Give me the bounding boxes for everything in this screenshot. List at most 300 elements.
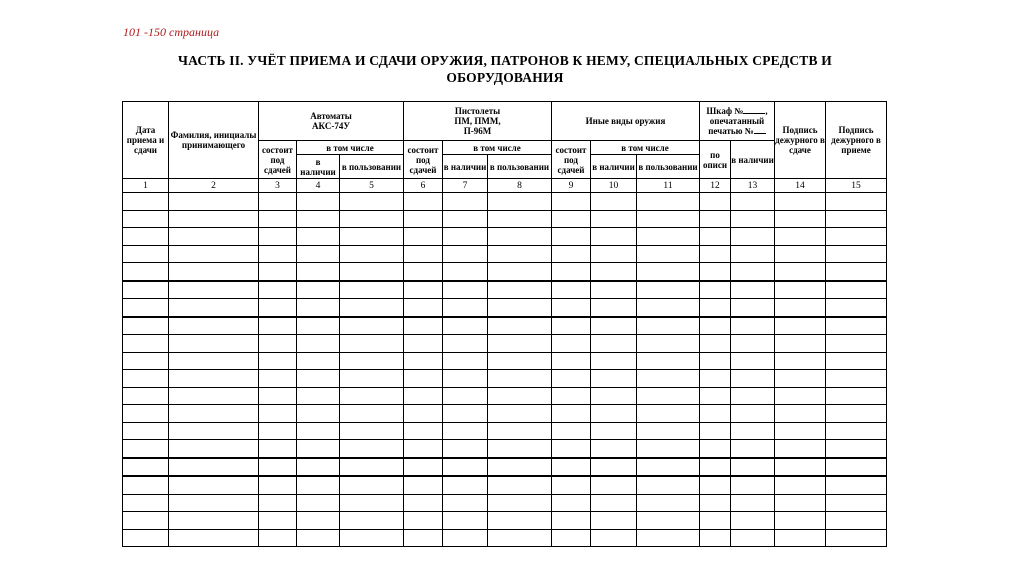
table-cell[interactable] (775, 405, 826, 423)
table-cell[interactable] (637, 440, 700, 458)
table-cell[interactable] (552, 512, 591, 530)
table-cell[interactable] (488, 193, 552, 211)
table-cell[interactable] (404, 494, 443, 512)
table-cell[interactable] (404, 529, 443, 547)
table-cell[interactable] (552, 494, 591, 512)
table-cell[interactable] (591, 387, 637, 405)
table-cell[interactable] (775, 494, 826, 512)
table-cell[interactable] (731, 245, 775, 263)
table-cell[interactable] (259, 299, 297, 317)
table-cell[interactable] (637, 476, 700, 494)
table-cell[interactable] (775, 335, 826, 353)
table-cell[interactable] (123, 458, 169, 477)
table-cell[interactable] (637, 193, 700, 211)
table-cell[interactable] (259, 494, 297, 512)
table-cell[interactable] (123, 387, 169, 405)
table-cell[interactable] (488, 352, 552, 370)
table-cell[interactable] (123, 352, 169, 370)
table-cell[interactable] (169, 370, 259, 388)
table-cell[interactable] (488, 494, 552, 512)
table-cell[interactable] (123, 422, 169, 440)
table-cell[interactable] (404, 317, 443, 335)
table-cell[interactable] (826, 512, 887, 530)
table-cell[interactable] (169, 476, 259, 494)
table-cell[interactable] (443, 458, 488, 477)
table-cell[interactable] (297, 281, 340, 299)
table-cell[interactable] (637, 458, 700, 477)
table-cell[interactable] (552, 387, 591, 405)
table-cell[interactable] (591, 494, 637, 512)
table-cell[interactable] (169, 317, 259, 335)
table-cell[interactable] (404, 422, 443, 440)
table-cell[interactable] (123, 228, 169, 246)
table-cell[interactable] (731, 317, 775, 335)
table-cell[interactable] (443, 476, 488, 494)
table-cell[interactable] (404, 405, 443, 423)
table-cell[interactable] (700, 422, 731, 440)
table-cell[interactable] (826, 299, 887, 317)
table-cell[interactable] (552, 299, 591, 317)
table-cell[interactable] (169, 245, 259, 263)
table-cell[interactable] (169, 458, 259, 477)
table-cell[interactable] (775, 228, 826, 246)
table-cell[interactable] (775, 245, 826, 263)
table-cell[interactable] (552, 476, 591, 494)
table-cell[interactable] (826, 317, 887, 335)
table-cell[interactable] (700, 476, 731, 494)
table-cell[interactable] (775, 476, 826, 494)
table-cell[interactable] (700, 317, 731, 335)
table-cell[interactable] (340, 193, 404, 211)
table-cell[interactable] (591, 422, 637, 440)
table-cell[interactable] (297, 299, 340, 317)
table-cell[interactable] (731, 512, 775, 530)
table-cell[interactable] (404, 228, 443, 246)
table-cell[interactable] (826, 335, 887, 353)
table-cell[interactable] (488, 228, 552, 246)
table-cell[interactable] (169, 512, 259, 530)
table-cell[interactable] (297, 228, 340, 246)
table-cell[interactable] (826, 458, 887, 477)
table-cell[interactable] (259, 476, 297, 494)
table-cell[interactable] (591, 210, 637, 228)
table-cell[interactable] (700, 405, 731, 423)
table-cell[interactable] (297, 245, 340, 263)
table-cell[interactable] (123, 193, 169, 211)
table-cell[interactable] (404, 245, 443, 263)
table-cell[interactable] (259, 335, 297, 353)
table-cell[interactable] (259, 458, 297, 477)
table-cell[interactable] (552, 370, 591, 388)
table-cell[interactable] (340, 335, 404, 353)
table-cell[interactable] (123, 512, 169, 530)
table-cell[interactable] (404, 512, 443, 530)
table-cell[interactable] (591, 440, 637, 458)
table-cell[interactable] (826, 405, 887, 423)
table-cell[interactable] (443, 422, 488, 440)
table-cell[interactable] (826, 370, 887, 388)
table-cell[interactable] (123, 317, 169, 335)
table-cell[interactable] (169, 281, 259, 299)
table-cell[interactable] (169, 335, 259, 353)
table-cell[interactable] (552, 228, 591, 246)
table-cell[interactable] (297, 193, 340, 211)
table-cell[interactable] (340, 352, 404, 370)
table-cell[interactable] (169, 352, 259, 370)
table-cell[interactable] (443, 335, 488, 353)
table-cell[interactable] (637, 210, 700, 228)
table-cell[interactable] (826, 281, 887, 299)
table-cell[interactable] (340, 245, 404, 263)
table-cell[interactable] (340, 476, 404, 494)
table-cell[interactable] (637, 387, 700, 405)
table-cell[interactable] (637, 299, 700, 317)
table-cell[interactable] (591, 228, 637, 246)
table-cell[interactable] (488, 440, 552, 458)
table-cell[interactable] (488, 299, 552, 317)
table-cell[interactable] (259, 228, 297, 246)
table-cell[interactable] (826, 440, 887, 458)
table-cell[interactable] (591, 529, 637, 547)
table-cell[interactable] (591, 458, 637, 477)
table-cell[interactable] (731, 370, 775, 388)
table-cell[interactable] (591, 335, 637, 353)
table-cell[interactable] (552, 193, 591, 211)
table-cell[interactable] (637, 263, 700, 281)
table-cell[interactable] (700, 263, 731, 281)
table-cell[interactable] (297, 458, 340, 477)
table-cell[interactable] (488, 387, 552, 405)
table-cell[interactable] (488, 422, 552, 440)
table-cell[interactable] (700, 352, 731, 370)
table-cell[interactable] (700, 245, 731, 263)
table-cell[interactable] (259, 440, 297, 458)
table-cell[interactable] (826, 476, 887, 494)
table-cell[interactable] (700, 299, 731, 317)
table-cell[interactable] (443, 352, 488, 370)
table-cell[interactable] (731, 299, 775, 317)
table-cell[interactable] (488, 512, 552, 530)
table-cell[interactable] (552, 352, 591, 370)
table-cell[interactable] (488, 210, 552, 228)
table-cell[interactable] (259, 210, 297, 228)
table-cell[interactable] (826, 245, 887, 263)
table-cell[interactable] (340, 210, 404, 228)
table-cell[interactable] (297, 210, 340, 228)
table-cell[interactable] (123, 335, 169, 353)
table-cell[interactable] (637, 245, 700, 263)
table-cell[interactable] (775, 370, 826, 388)
table-cell[interactable] (826, 494, 887, 512)
table-cell[interactable] (700, 228, 731, 246)
table-cell[interactable] (443, 193, 488, 211)
table-cell[interactable] (404, 440, 443, 458)
table-cell[interactable] (169, 422, 259, 440)
table-cell[interactable] (731, 210, 775, 228)
table-cell[interactable] (259, 193, 297, 211)
table-cell[interactable] (637, 370, 700, 388)
table-cell[interactable] (297, 422, 340, 440)
table-cell[interactable] (297, 317, 340, 335)
table-cell[interactable] (488, 458, 552, 477)
table-cell[interactable] (443, 494, 488, 512)
table-cell[interactable] (404, 370, 443, 388)
table-cell[interactable] (297, 476, 340, 494)
table-cell[interactable] (731, 529, 775, 547)
table-cell[interactable] (700, 529, 731, 547)
table-cell[interactable] (775, 512, 826, 530)
table-cell[interactable] (443, 370, 488, 388)
table-cell[interactable] (443, 387, 488, 405)
table-cell[interactable] (443, 317, 488, 335)
table-cell[interactable] (340, 458, 404, 477)
table-cell[interactable] (340, 370, 404, 388)
table-cell[interactable] (826, 352, 887, 370)
table-cell[interactable] (123, 494, 169, 512)
table-cell[interactable] (297, 494, 340, 512)
table-cell[interactable] (297, 370, 340, 388)
table-cell[interactable] (700, 512, 731, 530)
table-cell[interactable] (775, 458, 826, 477)
table-cell[interactable] (297, 512, 340, 530)
table-cell[interactable] (404, 387, 443, 405)
table-cell[interactable] (552, 210, 591, 228)
table-cell[interactable] (552, 335, 591, 353)
table-cell[interactable] (637, 494, 700, 512)
table-cell[interactable] (731, 387, 775, 405)
table-cell[interactable] (340, 281, 404, 299)
table-cell[interactable] (637, 529, 700, 547)
table-cell[interactable] (775, 193, 826, 211)
table-cell[interactable] (443, 263, 488, 281)
table-cell[interactable] (552, 458, 591, 477)
table-cell[interactable] (169, 405, 259, 423)
table-cell[interactable] (775, 387, 826, 405)
table-cell[interactable] (700, 458, 731, 477)
table-cell[interactable] (404, 458, 443, 477)
table-cell[interactable] (123, 370, 169, 388)
table-cell[interactable] (637, 422, 700, 440)
table-cell[interactable] (731, 458, 775, 477)
table-cell[interactable] (775, 263, 826, 281)
table-cell[interactable] (169, 494, 259, 512)
table-cell[interactable] (731, 281, 775, 299)
table-cell[interactable] (591, 193, 637, 211)
table-cell[interactable] (826, 210, 887, 228)
table-cell[interactable] (591, 299, 637, 317)
table-cell[interactable] (404, 193, 443, 211)
table-cell[interactable] (297, 440, 340, 458)
table-cell[interactable] (826, 228, 887, 246)
table-cell[interactable] (340, 299, 404, 317)
table-cell[interactable] (731, 476, 775, 494)
table-cell[interactable] (340, 387, 404, 405)
table-cell[interactable] (259, 512, 297, 530)
table-cell[interactable] (443, 405, 488, 423)
table-cell[interactable] (488, 281, 552, 299)
table-cell[interactable] (731, 405, 775, 423)
table-cell[interactable] (775, 210, 826, 228)
table-cell[interactable] (731, 228, 775, 246)
table-cell[interactable] (591, 317, 637, 335)
table-cell[interactable] (700, 494, 731, 512)
table-cell[interactable] (259, 317, 297, 335)
table-cell[interactable] (169, 387, 259, 405)
table-cell[interactable] (297, 387, 340, 405)
table-cell[interactable] (488, 263, 552, 281)
table-cell[interactable] (775, 440, 826, 458)
table-cell[interactable] (340, 317, 404, 335)
table-cell[interactable] (443, 210, 488, 228)
table-cell[interactable] (259, 352, 297, 370)
table-cell[interactable] (259, 263, 297, 281)
table-cell[interactable] (637, 512, 700, 530)
table-cell[interactable] (591, 370, 637, 388)
table-cell[interactable] (404, 352, 443, 370)
table-cell[interactable] (700, 210, 731, 228)
table-cell[interactable] (123, 210, 169, 228)
table-cell[interactable] (826, 387, 887, 405)
table-cell[interactable] (404, 335, 443, 353)
table-cell[interactable] (775, 529, 826, 547)
table-cell[interactable] (826, 529, 887, 547)
table-cell[interactable] (731, 440, 775, 458)
table-cell[interactable] (552, 440, 591, 458)
table-cell[interactable] (775, 299, 826, 317)
table-cell[interactable] (169, 299, 259, 317)
table-cell[interactable] (123, 529, 169, 547)
table-cell[interactable] (731, 494, 775, 512)
table-cell[interactable] (700, 193, 731, 211)
table-cell[interactable] (169, 263, 259, 281)
table-cell[interactable] (297, 529, 340, 547)
table-cell[interactable] (404, 281, 443, 299)
table-cell[interactable] (404, 299, 443, 317)
table-cell[interactable] (700, 387, 731, 405)
table-cell[interactable] (488, 317, 552, 335)
table-cell[interactable] (259, 370, 297, 388)
table-cell[interactable] (731, 263, 775, 281)
table-cell[interactable] (340, 494, 404, 512)
table-cell[interactable] (488, 335, 552, 353)
table-cell[interactable] (731, 193, 775, 211)
table-cell[interactable] (488, 476, 552, 494)
table-cell[interactable] (297, 352, 340, 370)
table-cell[interactable] (123, 263, 169, 281)
table-cell[interactable] (552, 317, 591, 335)
table-cell[interactable] (552, 529, 591, 547)
table-cell[interactable] (169, 529, 259, 547)
table-cell[interactable] (591, 281, 637, 299)
table-cell[interactable] (700, 335, 731, 353)
table-cell[interactable] (552, 281, 591, 299)
table-cell[interactable] (297, 263, 340, 281)
table-cell[interactable] (443, 299, 488, 317)
table-cell[interactable] (169, 440, 259, 458)
table-cell[interactable] (340, 440, 404, 458)
table-cell[interactable] (443, 529, 488, 547)
table-cell[interactable] (123, 299, 169, 317)
table-cell[interactable] (637, 317, 700, 335)
table-cell[interactable] (826, 263, 887, 281)
table-cell[interactable] (591, 245, 637, 263)
table-cell[interactable] (340, 529, 404, 547)
table-cell[interactable] (731, 352, 775, 370)
table-cell[interactable] (123, 405, 169, 423)
table-cell[interactable] (123, 440, 169, 458)
table-cell[interactable] (259, 422, 297, 440)
table-cell[interactable] (826, 193, 887, 211)
table-cell[interactable] (259, 245, 297, 263)
table-cell[interactable] (443, 512, 488, 530)
table-cell[interactable] (591, 405, 637, 423)
table-cell[interactable] (297, 405, 340, 423)
table-cell[interactable] (488, 405, 552, 423)
table-cell[interactable] (443, 440, 488, 458)
table-cell[interactable] (552, 263, 591, 281)
table-cell[interactable] (775, 317, 826, 335)
table-cell[interactable] (700, 440, 731, 458)
table-cell[interactable] (443, 228, 488, 246)
table-cell[interactable] (123, 281, 169, 299)
table-cell[interactable] (731, 335, 775, 353)
table-cell[interactable] (340, 263, 404, 281)
table-cell[interactable] (488, 529, 552, 547)
table-cell[interactable] (443, 245, 488, 263)
table-cell[interactable] (775, 352, 826, 370)
table-cell[interactable] (775, 422, 826, 440)
table-cell[interactable] (591, 263, 637, 281)
table-cell[interactable] (340, 228, 404, 246)
table-cell[interactable] (552, 245, 591, 263)
table-cell[interactable] (700, 370, 731, 388)
table-cell[interactable] (340, 405, 404, 423)
table-cell[interactable] (637, 405, 700, 423)
table-cell[interactable] (259, 529, 297, 547)
table-cell[interactable] (404, 476, 443, 494)
table-cell[interactable] (169, 228, 259, 246)
table-cell[interactable] (340, 422, 404, 440)
table-cell[interactable] (123, 476, 169, 494)
table-cell[interactable] (591, 476, 637, 494)
table-cell[interactable] (123, 245, 169, 263)
table-cell[interactable] (731, 422, 775, 440)
table-cell[interactable] (297, 335, 340, 353)
table-cell[interactable] (488, 245, 552, 263)
table-cell[interactable] (443, 281, 488, 299)
table-cell[interactable] (404, 210, 443, 228)
table-cell[interactable] (169, 193, 259, 211)
table-cell[interactable] (404, 263, 443, 281)
table-cell[interactable] (775, 281, 826, 299)
table-cell[interactable] (259, 387, 297, 405)
table-cell[interactable] (826, 422, 887, 440)
table-cell[interactable] (259, 405, 297, 423)
table-cell[interactable] (637, 228, 700, 246)
table-cell[interactable] (169, 210, 259, 228)
table-cell[interactable] (552, 405, 591, 423)
table-cell[interactable] (700, 281, 731, 299)
table-cell[interactable] (259, 281, 297, 299)
table-cell[interactable] (591, 512, 637, 530)
table-cell[interactable] (637, 352, 700, 370)
table-cell[interactable] (591, 352, 637, 370)
table-cell[interactable] (637, 335, 700, 353)
table-cell[interactable] (552, 422, 591, 440)
table-cell[interactable] (340, 512, 404, 530)
table-cell[interactable] (488, 370, 552, 388)
table-cell[interactable] (637, 281, 700, 299)
